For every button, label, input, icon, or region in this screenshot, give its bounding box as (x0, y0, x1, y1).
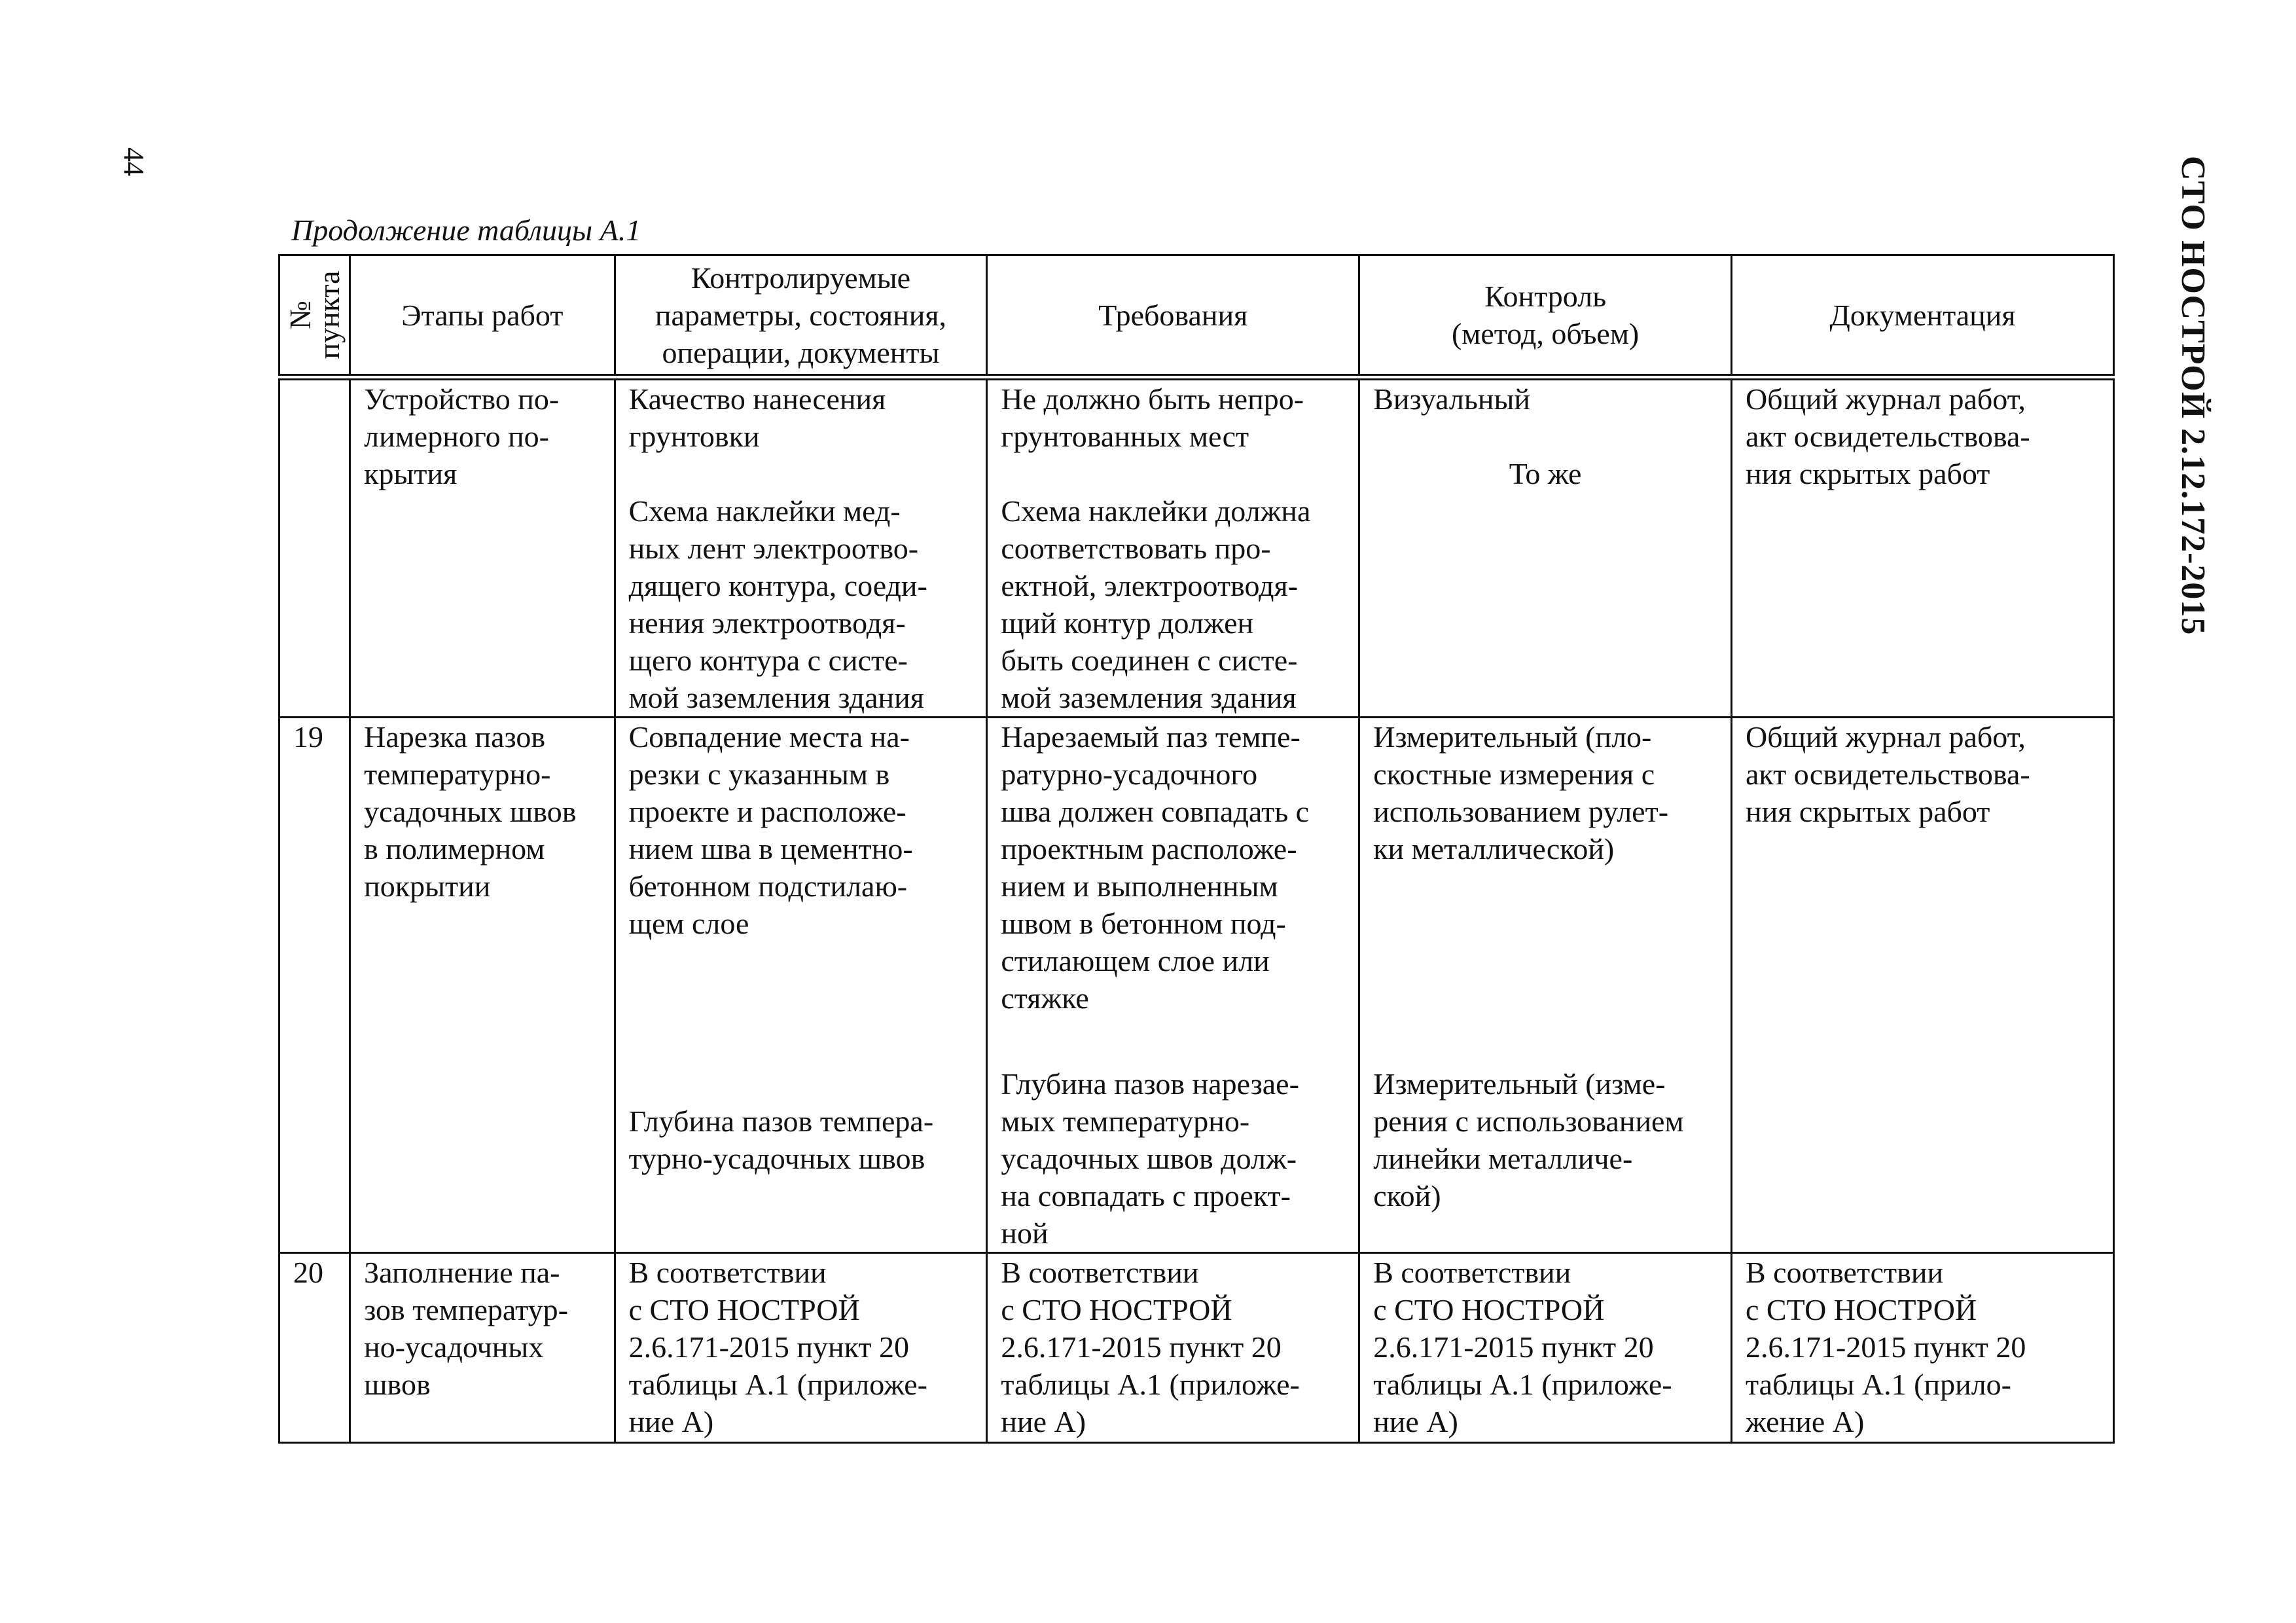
param-text: Совпадение места на- резки с указанным в проекте и расположе- нием шва в цементно- бетонном подстилаю- щем слое (628, 720, 913, 940)
header-num-symbol: № (283, 301, 317, 329)
row-stage (350, 1253, 615, 1443)
documentation-text: Общий журнал работ, акт освидетельствова- ния скрытых работ (1746, 720, 2030, 828)
row-requirements (987, 377, 1359, 718)
row-requirements (987, 718, 1359, 1253)
page-number: 44 (118, 147, 150, 176)
header-num-label: пункта (312, 270, 346, 359)
control-table (278, 254, 2115, 1444)
row-stage (350, 718, 615, 1253)
param-text: Глубина пазов темпера- турно-усадочных швов (628, 1104, 934, 1175)
control-text: Измерительный (пло- скостные измерения с использованием рулет- ки металлической) (1373, 720, 1669, 866)
requirement-text: Не должно быть непро- грунтованных мест (1001, 382, 1304, 453)
param-text: В соответствии с СТО НОСТРОЙ 2.6.171-2015 пункт 20 таблицы А.1 (приложе- ние А) (628, 1256, 927, 1438)
table-header-row (279, 255, 2114, 378)
row-num: 20 (279, 1253, 350, 1443)
document-code: СТО НОСТРОЙ 2.12.172-2015 (2174, 156, 2212, 636)
row-documentation (1732, 377, 2114, 718)
requirement-text: Нарезаемый паз темпе- ратурно-усадочного шва должен совпадать с проектным расположе- нием и выполненным швом в бетонном под- стилающем слое или стяжке (1001, 720, 1310, 1015)
control-text: В соответствии с СТО НОСТРОЙ 2.6.171-2015 пункт 20 таблицы А.1 (приложе- ние А) (1373, 1256, 1672, 1438)
header-stage: Этапы работ (350, 255, 615, 378)
row-control (1359, 718, 1732, 1253)
row-num: 19 (279, 718, 350, 1253)
row-control (1359, 377, 1732, 718)
row-params (615, 718, 987, 1253)
param-text: Качество нанесения грунтовки (628, 382, 886, 453)
row-control (1359, 1253, 1732, 1443)
table-row (279, 1253, 2114, 1443)
row-documentation (1732, 718, 2114, 1253)
row-num (279, 377, 350, 718)
table-row (279, 718, 2114, 1253)
control-text: Измерительный (изме- рения с использованием линейки металличе- ской) (1373, 1067, 1684, 1213)
documentation-text: В соответствии с СТО НОСТРОЙ 2.6.171-2015 пункт 20 таблицы А.1 (прило- жение А) (1746, 1256, 2026, 1438)
stage-text: Заполнение па- зов температур- но-усадочных швов (364, 1256, 568, 1401)
header-requirements: Требования (987, 255, 1359, 378)
table-caption: Продолжение таблицы А.1 (291, 213, 641, 247)
row-documentation (1732, 1253, 2114, 1443)
control-text: Визуальный (1373, 382, 1530, 416)
row-params (615, 1253, 987, 1443)
row-stage (350, 377, 615, 718)
documentation-text: Общий журнал работ, акт освидетельствова- ния скрытых работ (1746, 382, 2030, 490)
header-params: Контролируемые параметры, состояния, операции, документы (615, 255, 987, 378)
table-row (279, 377, 2114, 718)
header-num (279, 255, 350, 378)
requirement-text: Глубина пазов нарезае- мых температурно- усадочных швов долж- на совпадать с проект- ной (1001, 1067, 1299, 1250)
requirement-text: Схема наклейки должна соответствовать про- ектной, электроотводя- щий контур должен быть соединен с систе- мой заземления здания (1001, 494, 1311, 714)
param-text: Схема наклейки мед- ных лент электроотво- дящего контура, соеди- нения электроотводя- щего контура с систе- мой заземления здания (628, 494, 927, 714)
row-params (615, 377, 987, 718)
header-documentation: Документация (1732, 255, 2114, 378)
row-requirements (987, 1253, 1359, 1443)
header-control: Контроль (метод, объем) (1359, 255, 1732, 378)
stage-text: Устройство по- лимерного по- крытия (364, 382, 560, 490)
stage-text: Нарезка пазов температурно- усадочных швов в полимерном покрытии (364, 720, 577, 903)
requirement-text: В соответствии с СТО НОСТРОЙ 2.6.171-2015 пункт 20 таблицы А.1 (приложе- ние А) (1001, 1256, 1300, 1438)
control-text: То же (1509, 457, 1582, 490)
